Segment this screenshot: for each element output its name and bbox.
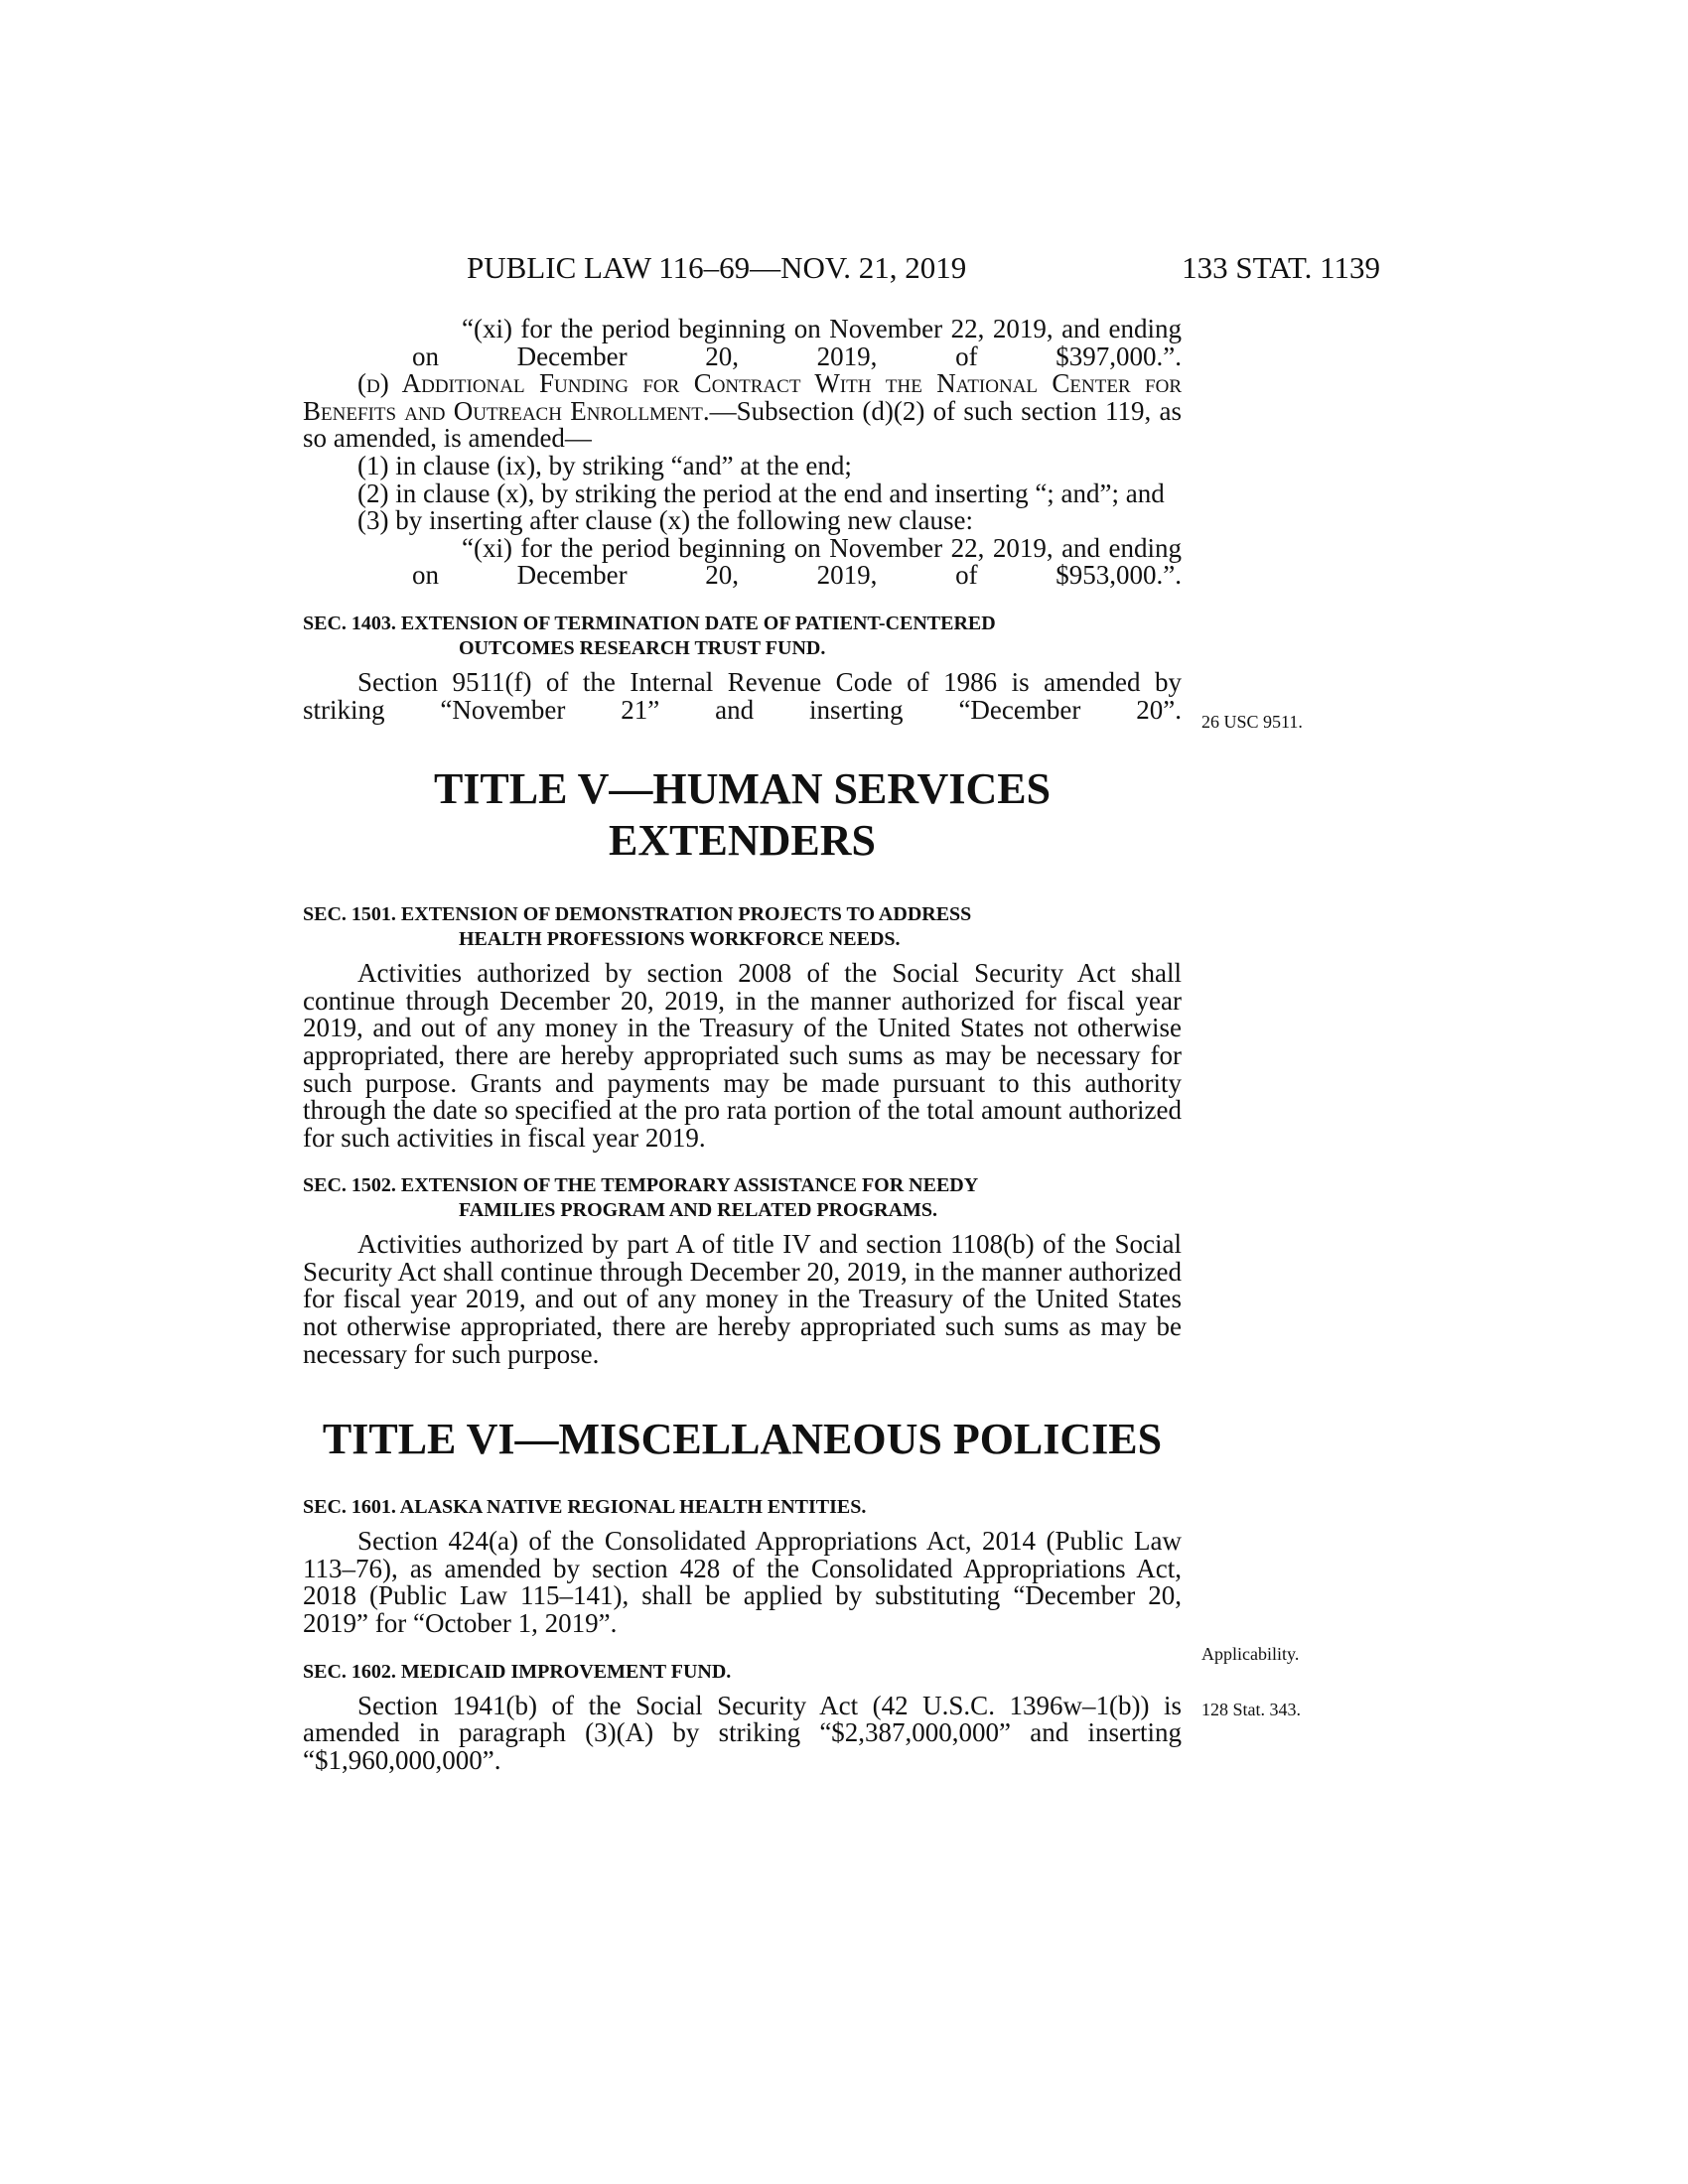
amendment-item-1: (1) in clause (ix), by striking “and” at the end;: [357, 450, 852, 480]
section-1601-heading: SEC. 1601. ALASKA NATIVE REGIONAL HEALTH ENTITIES.: [303, 1496, 867, 1519]
section-1501-text: Activities authorized by section 2008 of the Social Security Act shall continue through December 20, 2019, in the manner authorized for fiscal year 2019, and out of any money in the Treasury of the United States not otherwise appropriated, there are hereby appropriated such sums as may be necessary for such purpose. Grants and payments may be made pursuant to this authority through the date so specified at the pro rata portion of the total amount authorized for such activities in fiscal year 2019.: [303, 958, 1182, 1153]
section-1502-heading: [303, 1173, 1182, 1223]
section-1601-text: Section 424(a) of the Consolidated Appropriations Act, 2014 (Public Law 113–76), as amended by section 428 of the Consolidated Appropriations Act, 2018 (Public Law 115–141), shall be applied by substituting “December 20, 2019” for “October 1, 2019”.: [303, 1526, 1182, 1639]
subsection-d-heading: (d) Additional Funding for Contract With the National Center for Benefits and Outreach Enrollment.: [303, 368, 1182, 426]
section-1403-heading-line2: OUTCOMES RESEARCH TRUST FUND.: [459, 636, 826, 659]
title-v-line2: EXTENDERS: [609, 816, 876, 866]
section-1602-text: Section 1941(b) of the Social Security Act (42 U.S.C. 1396w–1(b)) is amended in paragraph (3)(A) by striking “$2,387,000,000” and inserting “$1,960,000,000”.: [303, 1690, 1182, 1775]
amendment-item-2: (2) in clause (x), by striking the period at the end and inserting “; and”; and: [357, 478, 1165, 508]
amendment-item-3: (3) by inserting after clause (x) the following new clause:: [357, 505, 974, 536]
subsection-d-paragraph: [303, 370, 1182, 453]
section-1501-heading-line2: HEALTH PROFESSIONS WORKFORCE NEEDS.: [459, 928, 901, 951]
section-1602-heading: SEC. 1602. MEDICAID IMPROVEMENT FUND.: [303, 1660, 732, 1683]
clause-xi-397000: “(xi) for the period beginning on November 22, 2019, and ending on December 20, 2019, of $397,000.”.: [412, 314, 1182, 371]
page-number: 133 STAT. 1139: [1182, 250, 1380, 285]
running-title: PUBLIC LAW 116–69—NOV. 21, 2019: [467, 250, 967, 285]
section-1502-heading-line2: FAMILIES PROGRAM AND RELATED PROGRAMS.: [459, 1199, 938, 1222]
section-1502-text: Activities authorized by part A of title IV and section 1108(b) of the Social Security Act shall continue through December 20, 2019, in the manner authorized for fiscal year 2019, and out of any money in the Treasury of the United States not otherwise appropriated, there are hereby appropriated such sums as may be necessary for such purpose.: [303, 1229, 1182, 1369]
margin-note-stat-343: 128 Stat. 343.: [1201, 1700, 1302, 1719]
section-1403-text: Section 9511(f) of the Internal Revenue Code of 1986 is amended by striking “November 21” and inserting “December 20”.: [303, 666, 1182, 725]
title-v-line1: TITLE V—HUMAN SERVICES: [433, 764, 1052, 814]
title-vi-heading: TITLE VI—MISCELLANEOUS POLICIES: [322, 1415, 1163, 1464]
section-1501-heading-line1: SEC. 1501. EXTENSION OF DEMONSTRATION PROJECTS TO ADDRESS: [303, 903, 972, 926]
margin-note-applicability: Applicability.: [1201, 1644, 1300, 1664]
body-column: [303, 316, 1182, 1774]
margin-note-usc-9511: 26 USC 9511.: [1201, 712, 1303, 732]
section-1502-heading-line1: SEC. 1502. EXTENSION OF THE TEMPORARY ASSISTANCE FOR NEEDY: [303, 1174, 979, 1197]
running-head: [467, 250, 1380, 294]
title-v-heading: [303, 763, 1182, 867]
subsection-d-text: —Subsection (d)(2) of such section 119, as so amended, is amended—: [303, 395, 1182, 454]
section-1501-heading: [303, 902, 1182, 952]
clause-xi-953000: “(xi) for the period beginning on November 22, 2019, and ending on December 20, 2019, of $953,000.”.: [412, 532, 1182, 591]
section-1403-heading-line1: SEC. 1403. EXTENSION OF TERMINATION DATE OF PATIENT-CENTERED: [303, 612, 996, 634]
section-1403-heading: [303, 612, 1182, 661]
